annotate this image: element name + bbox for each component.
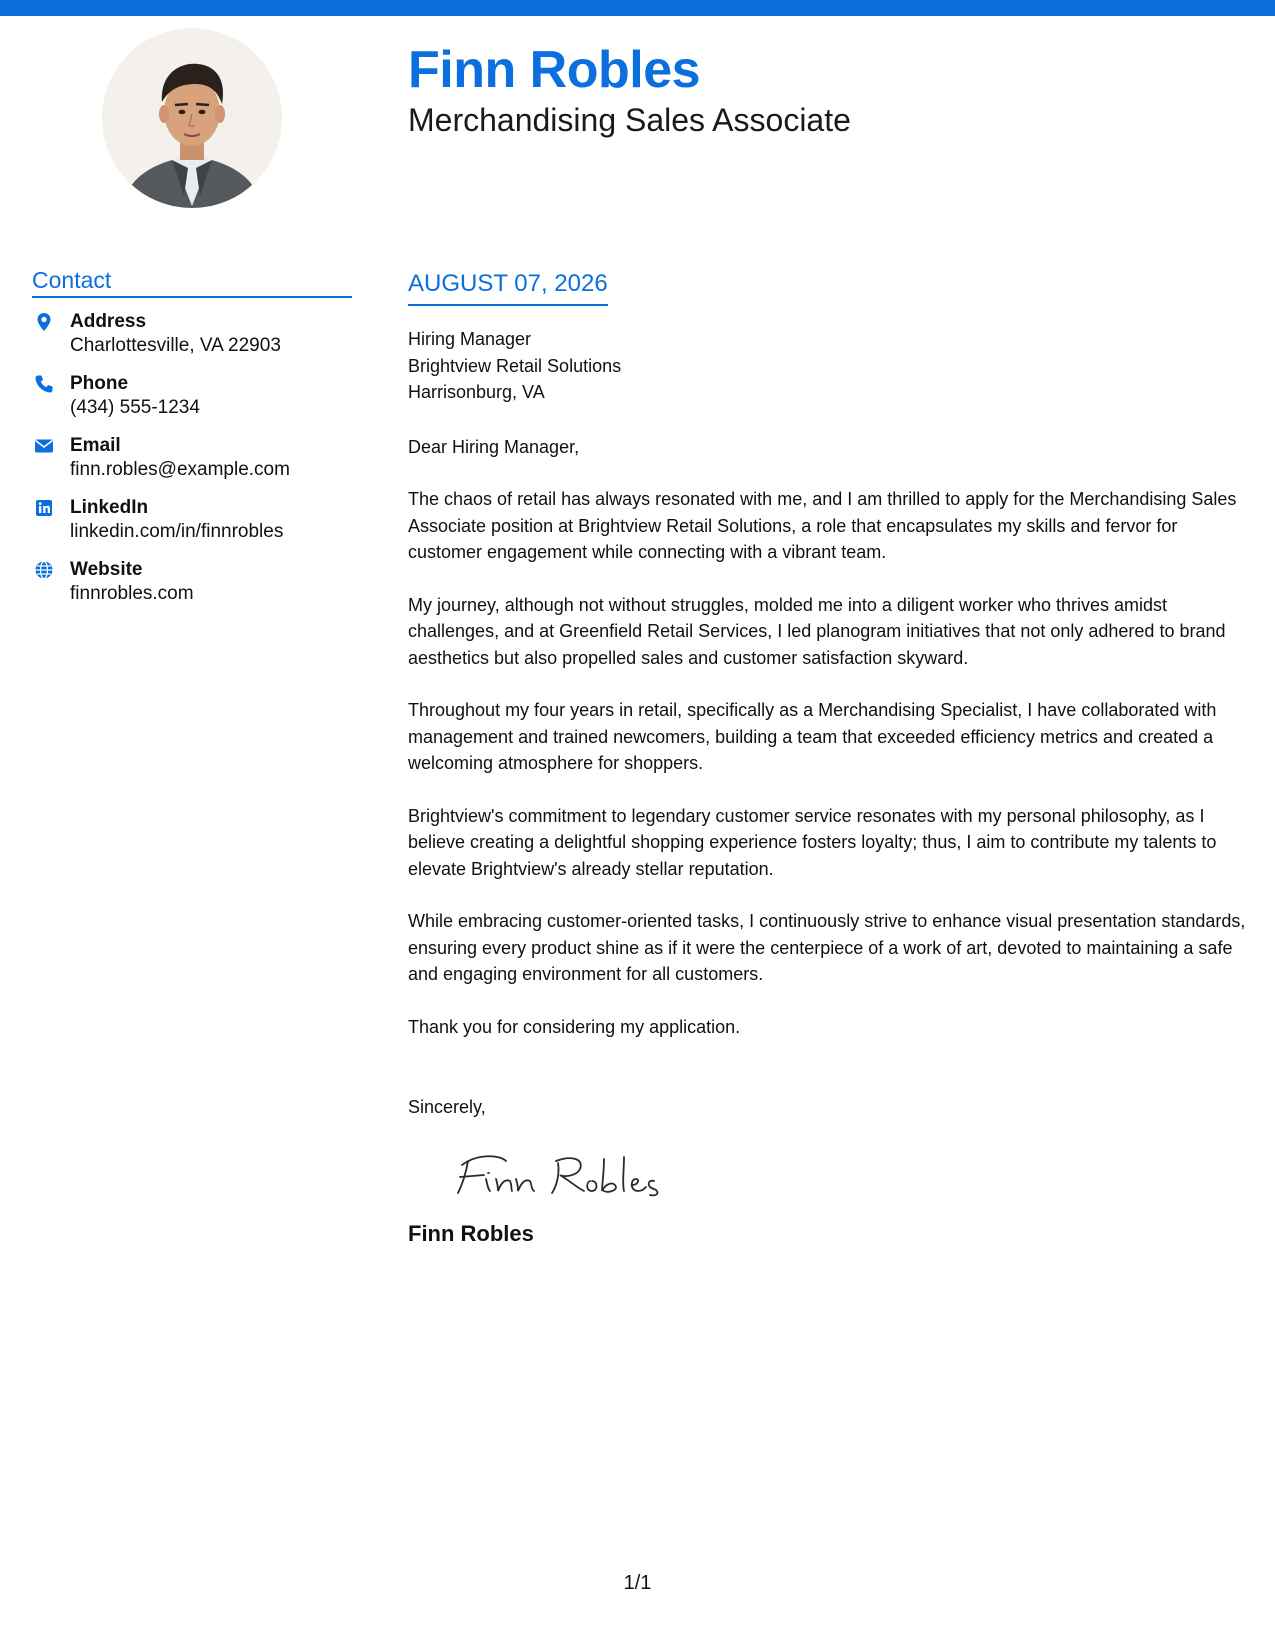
- contact-label-website: Website: [70, 559, 143, 580]
- candidate-name: Finn Robles: [408, 41, 701, 99]
- linkedin-icon: [34, 498, 54, 518]
- contact-label-address: Address: [70, 311, 147, 332]
- recipient-line: Hiring Manager: [408, 329, 532, 349]
- letter-paragraph: The chaos of retail has always resonated with me, and I am thrilled to apply for the Merchandising Sales Associate position at Brightview Retail Solutions, a role that encapsulates my skills and fervor for customer engagement while connecting with a vibrant team.: [408, 489, 1237, 562]
- closing: Sincerely,: [408, 1097, 486, 1117]
- letter-paragraph: Thank you for considering my application.: [408, 1016, 741, 1037]
- recipient-line: Harrisonburg, VA: [408, 382, 545, 402]
- letter-paragraph: While embracing customer-oriented tasks, I continuously strive to enhance visual presentation standards, ensuring every product shine as if it were the centerpiece of a work of art, devoted to maintaining a safe and engaging environment for all customers.: [408, 911, 1246, 984]
- salutation: Dear Hiring Manager,: [408, 436, 580, 457]
- signed-name: Finn Robles: [408, 1220, 534, 1246]
- contact-item-website: [32, 558, 352, 606]
- contact-item-phone: [32, 372, 352, 420]
- contact-label-phone: Phone: [70, 373, 129, 394]
- contact-item-email: [32, 434, 352, 482]
- top-accent-bar: [0, 0, 1275, 16]
- contact-value-phone: (434) 555-1234: [70, 397, 200, 418]
- recipient-line: Brightview Retail Solutions: [408, 355, 622, 376]
- letter-paragraph: Throughout my four years in retail, specifically as a Merchandising Specialist, I have collaborated with management and trained newcomers, building a team that exceeded efficiency metrics and created a welcoming atmosphere for shoppers.: [408, 700, 1217, 773]
- letter-body: [408, 268, 1248, 1248]
- contact-value-address: Charlottesville, VA 22903: [70, 335, 281, 356]
- globe-icon: [34, 560, 54, 580]
- handwritten-signature: [448, 1143, 678, 1203]
- recipient-block: [408, 326, 1248, 406]
- contact-item-address: [32, 310, 352, 358]
- phone-icon: [34, 374, 54, 394]
- page-number: 1/1: [623, 1572, 652, 1594]
- letter-paragraph: My journey, although not without struggles, molded me into a diligent worker who thrives amidst challenges, and at Greenfield Retail Services, I led planogram initiatives that not only adhered to brand aesthetics but also propelled sales and customer satisfaction skyward.: [408, 594, 1226, 668]
- envelope-icon: [34, 436, 54, 456]
- avatar: [102, 28, 282, 208]
- contact-heading: Contact: [32, 266, 352, 298]
- map-pin-icon: [34, 312, 54, 332]
- contact-label-email: Email: [70, 435, 121, 456]
- contact-value-email[interactable]: finn.robles@example.com: [70, 459, 290, 480]
- letter-date: AUGUST 07, 2026: [408, 268, 608, 306]
- letter-paragraph: Brightview's commitment to legendary customer service resonates with my personal philosophy, as I believe creating a delightful shopping experience fosters loyalty; thus, I aim to contribute my talents to elevate Brightview's already stellar reputation.: [408, 805, 1217, 879]
- profile-photo-icon: [102, 28, 282, 208]
- contact-label-linkedin: LinkedIn: [70, 497, 149, 518]
- contact-sidebar: [32, 266, 352, 620]
- contact-item-linkedin: [32, 496, 352, 544]
- contact-value-linkedin[interactable]: linkedin.com/in/finnrobles: [70, 521, 284, 542]
- job-title: Merchandising Sales Associate: [408, 102, 851, 138]
- contact-value-website[interactable]: finnrobles.com: [70, 583, 194, 604]
